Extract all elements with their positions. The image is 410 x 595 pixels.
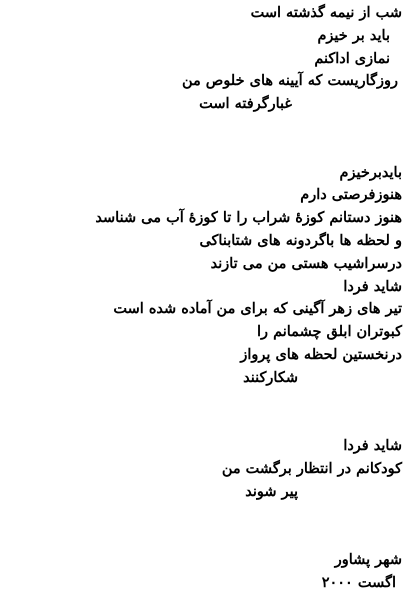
- poem-line: شاید فردا: [343, 437, 402, 455]
- poem-line: درنخستین لحظه های پرواز: [240, 345, 402, 363]
- poem-line: پیر شوند: [245, 482, 298, 500]
- signature-place: شهر پشاور: [334, 551, 402, 569]
- signature-date: اگست ۲۰۰۰: [321, 573, 396, 591]
- stanza-1: [2, 2, 402, 116]
- poem-line: شب از نیمه گذشته است: [250, 4, 402, 21]
- stanza-gap: [2, 526, 402, 549]
- stanza-2: [2, 162, 402, 390]
- signature: [2, 549, 402, 595]
- poem-line: هنوز دستانم کوزۀ شراب را تا کوزۀ آب می شناسد: [95, 209, 402, 227]
- stanza-gap: [2, 390, 402, 413]
- stanza-gap: [2, 412, 402, 435]
- stanza-gap: [2, 504, 402, 527]
- poem-line: شاید فردا: [343, 277, 402, 295]
- poem-line: تیر های زهر آگینی که برای من آماده شده است: [113, 300, 402, 318]
- poem-line: باید بر خیزم: [317, 26, 390, 44]
- stanza-gap: [2, 116, 402, 139]
- poem-line: کبوتران ابلق چشمانم را: [257, 323, 402, 341]
- poem-line: کودکانم در انتظار برگشت من: [221, 459, 402, 477]
- poem-line: روزگاریست که آیینه های خلوص من: [181, 72, 398, 90]
- poem-line: بایدبرخیزم: [339, 163, 402, 181]
- poem-line: نمازی اداکنم: [314, 49, 390, 67]
- stanza-gap: [2, 139, 402, 162]
- poem: [2, 2, 402, 595]
- poem-line: هنوزفرصتی دارم: [300, 186, 402, 204]
- stanza-3: [2, 435, 402, 503]
- poem-line: غبارگرفته است: [199, 95, 292, 113]
- poem-line: شکارکنند: [243, 368, 298, 386]
- poem-line: و لحظه ها باگردونه های شتابناکی: [199, 231, 402, 249]
- poem-line: درسراشیب هستی من می تازند: [210, 254, 402, 272]
